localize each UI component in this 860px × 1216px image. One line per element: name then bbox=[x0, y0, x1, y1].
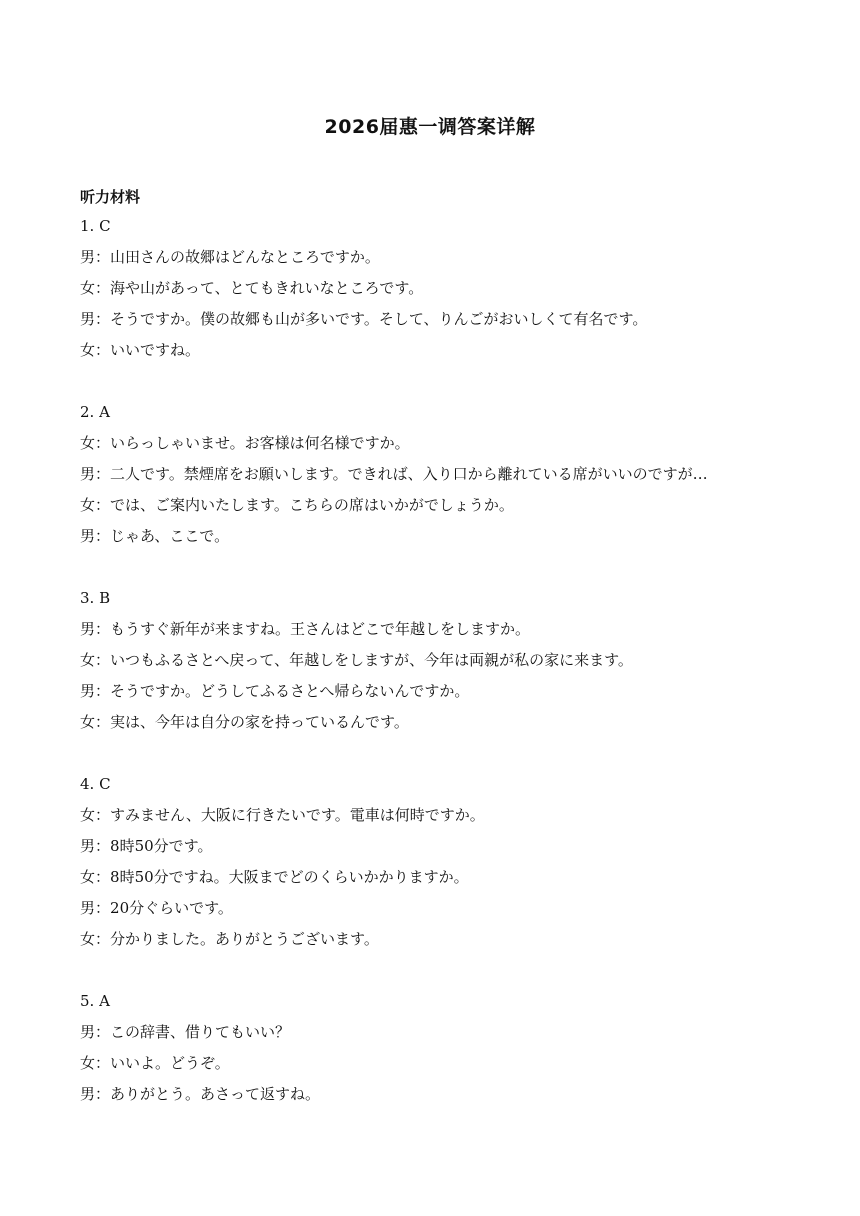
speaker: 男 bbox=[80, 248, 96, 266]
question-number: 2. A bbox=[80, 403, 110, 421]
separator: ： bbox=[95, 868, 111, 886]
utterance: いらっしゃいませ。お客様は何名様ですか。 bbox=[110, 434, 410, 452]
speaker: 女 bbox=[80, 806, 96, 824]
dialogue-line bbox=[80, 804, 820, 826]
separator: ： bbox=[95, 1054, 111, 1072]
dialogue-line bbox=[80, 277, 820, 299]
separator: ： bbox=[95, 1023, 111, 1041]
separator: ： bbox=[95, 651, 111, 669]
page-title: 2026届惠一调答案详解 bbox=[324, 116, 536, 138]
utterance: 実は、今年は自分の家を持っているんです。 bbox=[110, 713, 409, 731]
separator: ： bbox=[95, 279, 111, 297]
utterance: 海や山があって、とてもきれいなところです。 bbox=[110, 279, 424, 297]
utterance: では、ご案内いたします。こちらの席はいかがでしょうか。 bbox=[110, 496, 514, 514]
speaker: 女 bbox=[80, 930, 96, 948]
speaker: 男 bbox=[80, 837, 96, 855]
separator: ： bbox=[95, 248, 111, 266]
speaker: 女 bbox=[80, 868, 96, 886]
utterance: 20分ぐらいです。 bbox=[110, 899, 233, 917]
separator: ： bbox=[95, 434, 111, 452]
dialogue-line bbox=[80, 463, 820, 485]
separator: ： bbox=[95, 837, 111, 855]
dialogue-line bbox=[80, 1021, 820, 1043]
section-heading: 听力材料 bbox=[80, 188, 141, 206]
utterance: 8時50分です。 bbox=[110, 837, 213, 855]
dialogue-line bbox=[80, 246, 820, 268]
dialogue-line bbox=[80, 866, 820, 888]
dialogue-line bbox=[80, 649, 820, 671]
speaker: 男 bbox=[80, 465, 96, 483]
question-number: 5. A bbox=[80, 992, 110, 1010]
separator: ： bbox=[95, 527, 111, 545]
speaker: 男 bbox=[80, 527, 96, 545]
speaker: 女 bbox=[80, 713, 96, 731]
question-number: 1. C bbox=[80, 217, 111, 235]
utterance: いいですね。 bbox=[110, 341, 201, 359]
dialogue-line bbox=[80, 1052, 820, 1074]
separator: ： bbox=[95, 899, 111, 917]
utterance: いいよ。どうぞ。 bbox=[110, 1054, 230, 1072]
speaker: 女 bbox=[80, 279, 96, 297]
question-block-4 bbox=[80, 773, 820, 950]
separator: ： bbox=[95, 1085, 111, 1103]
utterance: そうですか。どうしてふるさとへ帰らないんですか。 bbox=[110, 682, 470, 700]
question-block-5 bbox=[80, 990, 820, 1105]
question-block-2 bbox=[80, 401, 820, 547]
separator: ： bbox=[95, 341, 111, 359]
spacer bbox=[80, 733, 820, 773]
utterance: 8時50分ですね。大阪までどのくらいかかりますか。 bbox=[110, 868, 469, 886]
dialogue-line bbox=[80, 618, 820, 640]
separator: ： bbox=[95, 620, 111, 638]
spacer bbox=[80, 950, 820, 990]
spacer bbox=[80, 547, 820, 587]
dialogue-line bbox=[80, 308, 820, 330]
separator: ： bbox=[95, 930, 111, 948]
dialogue-line bbox=[80, 897, 820, 919]
speaker: 女 bbox=[80, 1054, 96, 1072]
question-number: 4. C bbox=[80, 775, 111, 793]
dialogue-line bbox=[80, 711, 820, 733]
speaker: 女 bbox=[80, 496, 96, 514]
question-block-1 bbox=[80, 215, 820, 361]
utterance: 二人です。禁煙席をお願いします。できれば、入り口から離れている席がいいのですが… bbox=[110, 465, 708, 483]
dialogue-line bbox=[80, 494, 820, 516]
utterance: すみません、大阪に行きたいです。電車は何時ですか。 bbox=[110, 806, 485, 824]
speaker: 男 bbox=[80, 899, 96, 917]
speaker: 女 bbox=[80, 651, 96, 669]
utterance: もうすぐ新年が来ますね。王さんはどこで年越しをしますか。 bbox=[110, 620, 531, 638]
utterance: そうですか。僕の故郷も山が多いです。そして、りんごがおいしくて有名です。 bbox=[110, 310, 648, 328]
speaker: 女 bbox=[80, 341, 96, 359]
question-block-3 bbox=[80, 587, 820, 733]
utterance: ありがとう。あさって返すね。 bbox=[110, 1085, 321, 1103]
dialogue-line bbox=[80, 339, 820, 361]
speaker: 男 bbox=[80, 310, 96, 328]
spacer bbox=[80, 361, 820, 401]
dialogue-line bbox=[80, 525, 820, 547]
dialogue-line bbox=[80, 928, 820, 950]
speaker: 男 bbox=[80, 1085, 96, 1103]
separator: ： bbox=[95, 496, 111, 514]
dialogue-line bbox=[80, 835, 820, 857]
speaker: 男 bbox=[80, 682, 96, 700]
separator: ： bbox=[95, 806, 111, 824]
question-number: 3. B bbox=[80, 589, 111, 607]
utterance: 分かりました。ありがとうございます。 bbox=[110, 930, 379, 948]
listening-material bbox=[80, 186, 820, 1105]
utterance: 山田さんの故郷はどんなところですか。 bbox=[110, 248, 380, 266]
speaker: 男 bbox=[80, 620, 96, 638]
utterance: この辞書、借りてもいい？ bbox=[110, 1023, 291, 1041]
speaker: 女 bbox=[80, 434, 96, 452]
separator: ： bbox=[95, 713, 111, 731]
dialogue-line bbox=[80, 432, 820, 454]
utterance: じゃあ、ここで。 bbox=[110, 527, 230, 545]
dialogue-line bbox=[80, 680, 820, 702]
utterance: いつもふるさとへ戻って、年越しをしますが、今年は両親が私の家に来ます。 bbox=[110, 651, 633, 669]
dialogue-line bbox=[80, 1083, 820, 1105]
separator: ： bbox=[95, 682, 111, 700]
speaker: 男 bbox=[80, 1023, 96, 1041]
separator: ： bbox=[95, 310, 111, 328]
separator: ： bbox=[95, 465, 111, 483]
